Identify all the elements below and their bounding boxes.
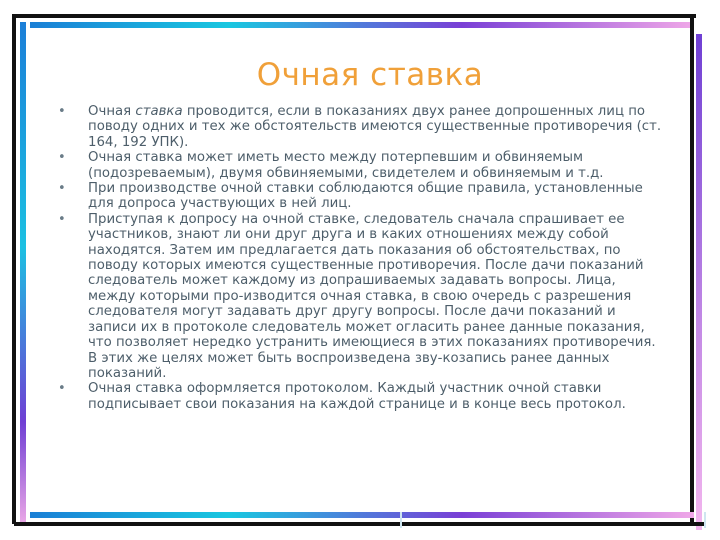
bullet-item	[56, 181, 666, 212]
frame-right-gradient-bar	[696, 34, 702, 530]
bullet-icon: •	[58, 150, 66, 166]
bullet-item	[56, 381, 666, 412]
frame-right-dark-bar	[690, 14, 694, 524]
bullet-icon: •	[58, 104, 66, 119]
bullet-text-emphasis: ставка	[135, 104, 183, 119]
frame-bottom-dark-bar	[14, 522, 704, 526]
bullet-list	[56, 104, 666, 412]
frame-divider-tick	[704, 512, 706, 528]
bullet-text: Очная ставка оформляется протоколом. Каждый участник очной ставки подписывает свои показания на каждой странице и в конце весь протокол.	[88, 381, 626, 412]
bullet-text: При производстве очной ставки соблюдаются общие правила, установленные для допроса участвующих в ней лиц.	[88, 181, 643, 212]
frame-bottom-gradient-bar	[30, 512, 694, 518]
bullet-icon: •	[58, 381, 66, 397]
slide-content	[56, 104, 666, 412]
frame-top-gradient-bar	[30, 22, 694, 28]
bullet-text: Приступая к допросу на очной ставке, следователь сначала спрашивает ее участников, знают ли они друг друга и в каких отношениях между собой находятся. Затем им предлагается дать показания об обстоятельствах, по поводу которых имеются существенные противоречия. После дачи показаний следователь может каждому из допрашиваемых задавать вопросы. Лица, между которыми про-изводится очная ставка, в свою очередь с разрешения следователя могут задавать друг другу вопросы. После дачи показаний и записи их в протоколе следователь может огласить ранее данные показания, что позволяет нередко устранить имеющиеся в этих показаниях противоречия. В этих же целях может быть воспроизведена зву-козапись ранее данных показаний.	[88, 211, 656, 381]
slide-title: Очная ставка	[256, 56, 484, 93]
bullet-item	[56, 150, 666, 181]
frame-top-dark-bar	[12, 14, 696, 18]
frame-divider-tick	[400, 512, 402, 528]
bullet-item	[56, 212, 666, 381]
bullet-text-part: Очная	[88, 104, 136, 119]
bullet-text-part: проводится, если в показаниях двух ранее допрошенных лиц по поводу одних и тех же обстоятельств имеются существенные противоречия (ст. 164, 192 УПК).	[88, 104, 662, 150]
bullet-item	[56, 104, 666, 150]
bullet-icon: •	[58, 211, 66, 227]
bullet-text: Очная ставка может иметь место между потерпевшим и обвиняемым (подозреваемым), двумя обвиняемыми, свидетелем и обвиняемым и т.д.	[88, 150, 604, 181]
frame-left-gradient-bar	[20, 22, 26, 522]
frame-left-dark-bar	[12, 14, 16, 524]
bullet-icon: •	[58, 181, 66, 197]
